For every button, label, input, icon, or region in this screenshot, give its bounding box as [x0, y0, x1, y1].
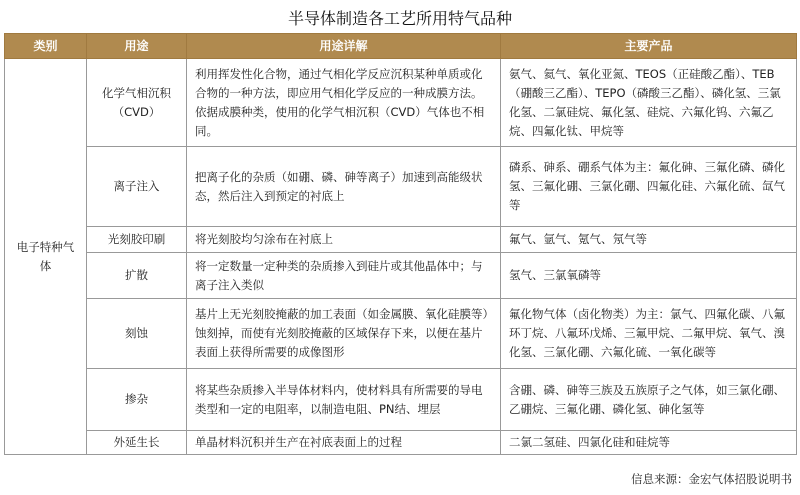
category-cell: 电子特种气体	[5, 59, 87, 455]
products-cell: 二氯二氢硅、四氯化硅和硅烷等	[501, 431, 797, 455]
use-cell: 光刻胶印刷	[87, 227, 187, 253]
table-row	[5, 369, 797, 431]
table-title: 半导体制造各工艺所用特气品种	[287, 9, 512, 28]
products-cell: 氟气、氩气、氪气、氖气等	[501, 227, 797, 253]
use-cell: 外延生长	[87, 431, 187, 455]
table-row	[5, 253, 797, 299]
table-row	[5, 147, 797, 227]
use-cell: 化学气相沉积（CVD）	[87, 59, 187, 147]
detail-cell: 利用挥发性化合物，通过气相化学反应沉积某种单质或化合物的一种方法，即应用气相化学反应的一种成膜方法。依据成膜种类，使用的化学气相沉积（CVD）气体也不相同。	[187, 59, 501, 147]
detail-cell: 将一定数量一定种类的杂质掺入到硅片或其他晶体中；与离子注入类似	[187, 253, 501, 299]
detail-cell: 将光刻胶均匀涂布在衬底上	[187, 227, 501, 253]
header-use: 用途	[87, 34, 187, 59]
table-row	[5, 299, 797, 369]
detail-cell: 把离子化的杂质（如硼、磷、砷等离子）加速到高能级状态，然后注入到预定的衬底上	[187, 147, 501, 227]
use-cell: 掺杂	[87, 369, 187, 431]
products-cell: 氨气、氦气、氧化亚氮、TEOS（正硅酸乙酯）、TEB（硼酸三乙酯）、TEPO（磷酸三乙酯）、磷化氢、三氯化氢、二氯硅烷、氟化氢、硅烷、六氟化钨、六氟乙烷、四氟化钛、甲烷等	[501, 59, 797, 147]
detail-cell: 基片上无光刻胶掩蔽的加工表面（如金属膜、氧化硅膜等）蚀刻掉，而使有光刻胶掩蔽的区域保存下来，以便在基片表面上获得所需要的成像图形	[187, 299, 501, 369]
table-row	[5, 227, 797, 253]
table-row	[5, 431, 797, 455]
use-cell: 扩散	[87, 253, 187, 299]
products-cell: 氢气、三氯氧磷等	[501, 253, 797, 299]
detail-cell: 将某些杂质掺入半导体材料内，使材料具有所需要的导电类型和一定的电阻率，以制造电阻、PN结、埋层	[187, 369, 501, 431]
detail-cell: 单晶材料沉积并生产在衬底表面上的过程	[187, 431, 501, 455]
use-cell: 离子注入	[87, 147, 187, 227]
table-row	[5, 59, 797, 147]
products-cell: 氟化物气体（卤化物类）为主：氯气、四氟化碳、八氟环丁烷、八氟环戊烯、三氟甲烷、二氟甲烷、氧气、溴化氢、三氯化硼、六氟化硫、一氧化碳等	[501, 299, 797, 369]
products-cell: 含硼、磷、砷等三族及五族原子之气体，如三氯化硼、乙硼烷、三氟化硼、磷化氢、砷化氢等	[501, 369, 797, 431]
use-cell: 刻蚀	[87, 299, 187, 369]
source-note: 信息来源：金宏气体招股说明书	[631, 472, 792, 486]
products-cell: 磷系、砷系、硼系气体为主：氟化砷、三氟化磷、磷化氢、三氟化硼、三氯化硼、四氟化硅、六氟化硫、氙气等	[501, 147, 797, 227]
gas-table	[4, 33, 797, 455]
header-row	[5, 34, 797, 59]
header-category: 类别	[5, 34, 87, 59]
header-detail: 用途详解	[187, 34, 501, 59]
header-products: 主要产品	[501, 34, 797, 59]
